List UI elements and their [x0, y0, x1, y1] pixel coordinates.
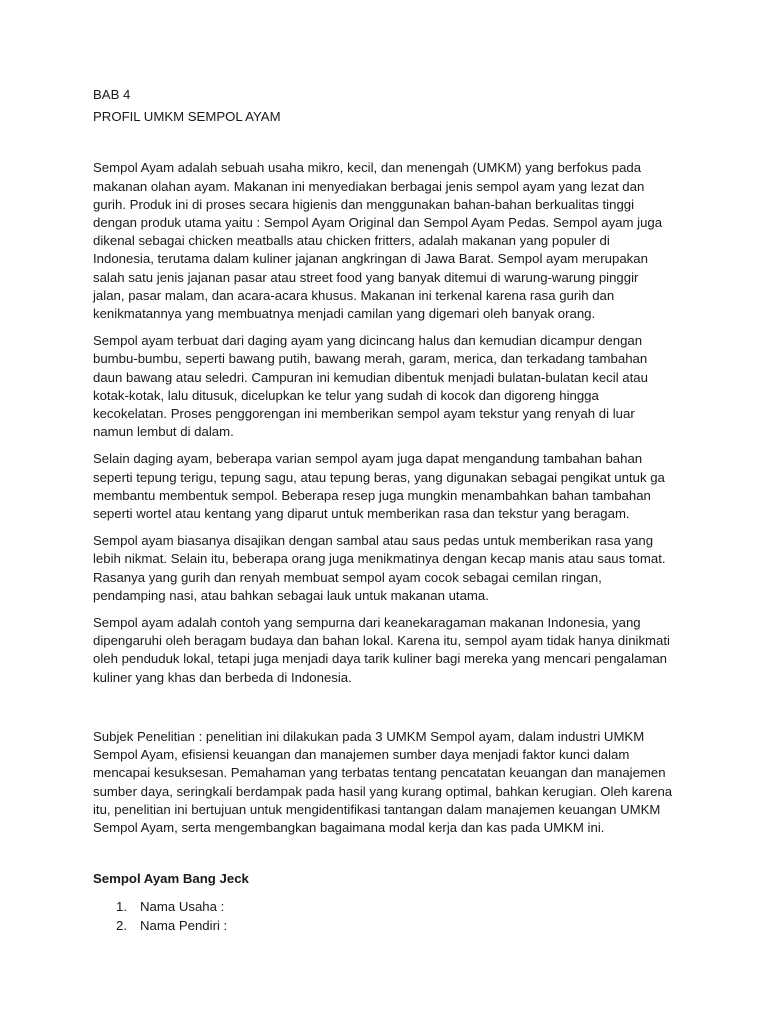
section-heading: Sempol Ayam Bang Jeck: [93, 871, 249, 887]
list-item-number: 2.: [116, 917, 127, 933]
paragraph-research-subject: Subjek Penelitian : penelitian ini dilakukan pada 3 UMKM Sempol ayam, dalam industri UMKM Sempol Ayam, efisiensi keuangan dan manajemen sumber daya menjadi faktor kunci dalam mencapai kesuksesan. Pemahaman yang terbatas tentang pencatatan keuangan dan manajemen sumber daya, seringkali berdampak pada hasil yang kurang optimal, bahkan kerugian. Oleh karena itu, penelitian ini bertujuan untuk mengidentifikasi tantangan dalam manajemen keuangan UMKM Sempol Ayam, serta mengembangkan bagaimana modal kerja dan kas pada UMKM ini.: [93, 728, 673, 835]
paragraph-variants: Selain daging ayam, beberapa varian sempol ayam juga dapat mengandung tambahan bahan seperti tepung terigu, tepung sagu, atau tepung beras, yang digunakan sebagai pengikat untuk ga membantu membentuk sempol. Beberapa resep juga mungkin menambahkan bahan tambahan seperti wortel atau kentang yang diparut untuk memberikan rasa dan tekstur yang beragam.: [93, 451, 665, 522]
paragraph-ingredients: Sempol ayam terbuat dari daging ayam yang dicincang halus dan kemudian dicampur dengan bumbu-bumbu, seperti bawang putih, bawang merah, garam, merica, dan terkadang tambahan daun bawang atau seledri. Campuran ini kemudian dibentuk menjadi bulatan-bulatan kecil atau kotak-kotak, lalu ditusuk, dicelupkan ke telur yang sudah di kocok dan digoreng hingga kecokelatan. Proses penggorengan ini memberikan sempol ayam tekstur yang renyah di luar namun lembut di dalam.: [93, 333, 648, 440]
list-item-number: 1.: [116, 899, 127, 915]
document-page: [93, 86, 673, 935]
profile-list: [93, 898, 673, 934]
chapter-label: BAB 4: [93, 87, 131, 102]
list-item-text: Nama Usaha :: [140, 899, 225, 915]
list-item-text: Nama Pendiri :: [140, 917, 228, 933]
list-item: [93, 917, 673, 935]
document-title: PROFIL UMKM SEMPOL AYAM: [93, 109, 281, 125]
paragraph-serving: Sempol ayam biasanya disajikan dengan sambal atau saus pedas untuk memberikan rasa yang lebih nikmat. Selain itu, beberapa orang juga menikmatinya dengan kecap manis atau saus tomat. Rasanya yang gurih dan renyah membuat sempol ayam cocok sebagai cemilan ringan, pendamping nasi, atau bahkan sebagai lauk untuk makanan utama.: [93, 533, 666, 603]
paragraph-culture: Sempol ayam adalah contoh yang sempurna dari keanekaragaman makanan Indonesia, yang dipengaruhi oleh beragam budaya dan bahan lokal. Karena itu, sempol ayam tidak hanya dinikmati oleh penduduk lokal, tetapi juga menjadi daya tarik kuliner bagi mereka yang mencari pengalaman kuliner yang khas dan berbeda di Indonesia.: [93, 615, 670, 685]
list-item: [93, 898, 673, 916]
paragraph-intro: Sempol Ayam adalah sebuah usaha mikro, kecil, dan menengah (UMKM) yang berfokus pada makanan olahan ayam. Makanan ini menyediakan berbagai jenis sempol ayam yang lezat dan gurih. Produk ini di proses secara higienis dan menggunakan bahan-bahan berkualitas tinggi dengan produk utama yaitu : Sempol Ayam Original dan Sempol Ayam Pedas. Sempol ayam juga dikenal sebagai chicken meatballs atau chicken fritters, adalah makanan yang populer di Indonesia, terutama dalam kuliner jajanan angkringan di Jawa Barat. Sempol ayam merupakan salah satu jenis jajanan pasar atau street food yang banyak ditemui di warung-warung pinggir jalan, pasar malam, dan acara-acara khusus. Makanan ini terkenal karena rasa gurih dan kenikmatannya yang membuatnya menjadi camilan yang digemari oleh banyak orang.: [93, 160, 663, 322]
